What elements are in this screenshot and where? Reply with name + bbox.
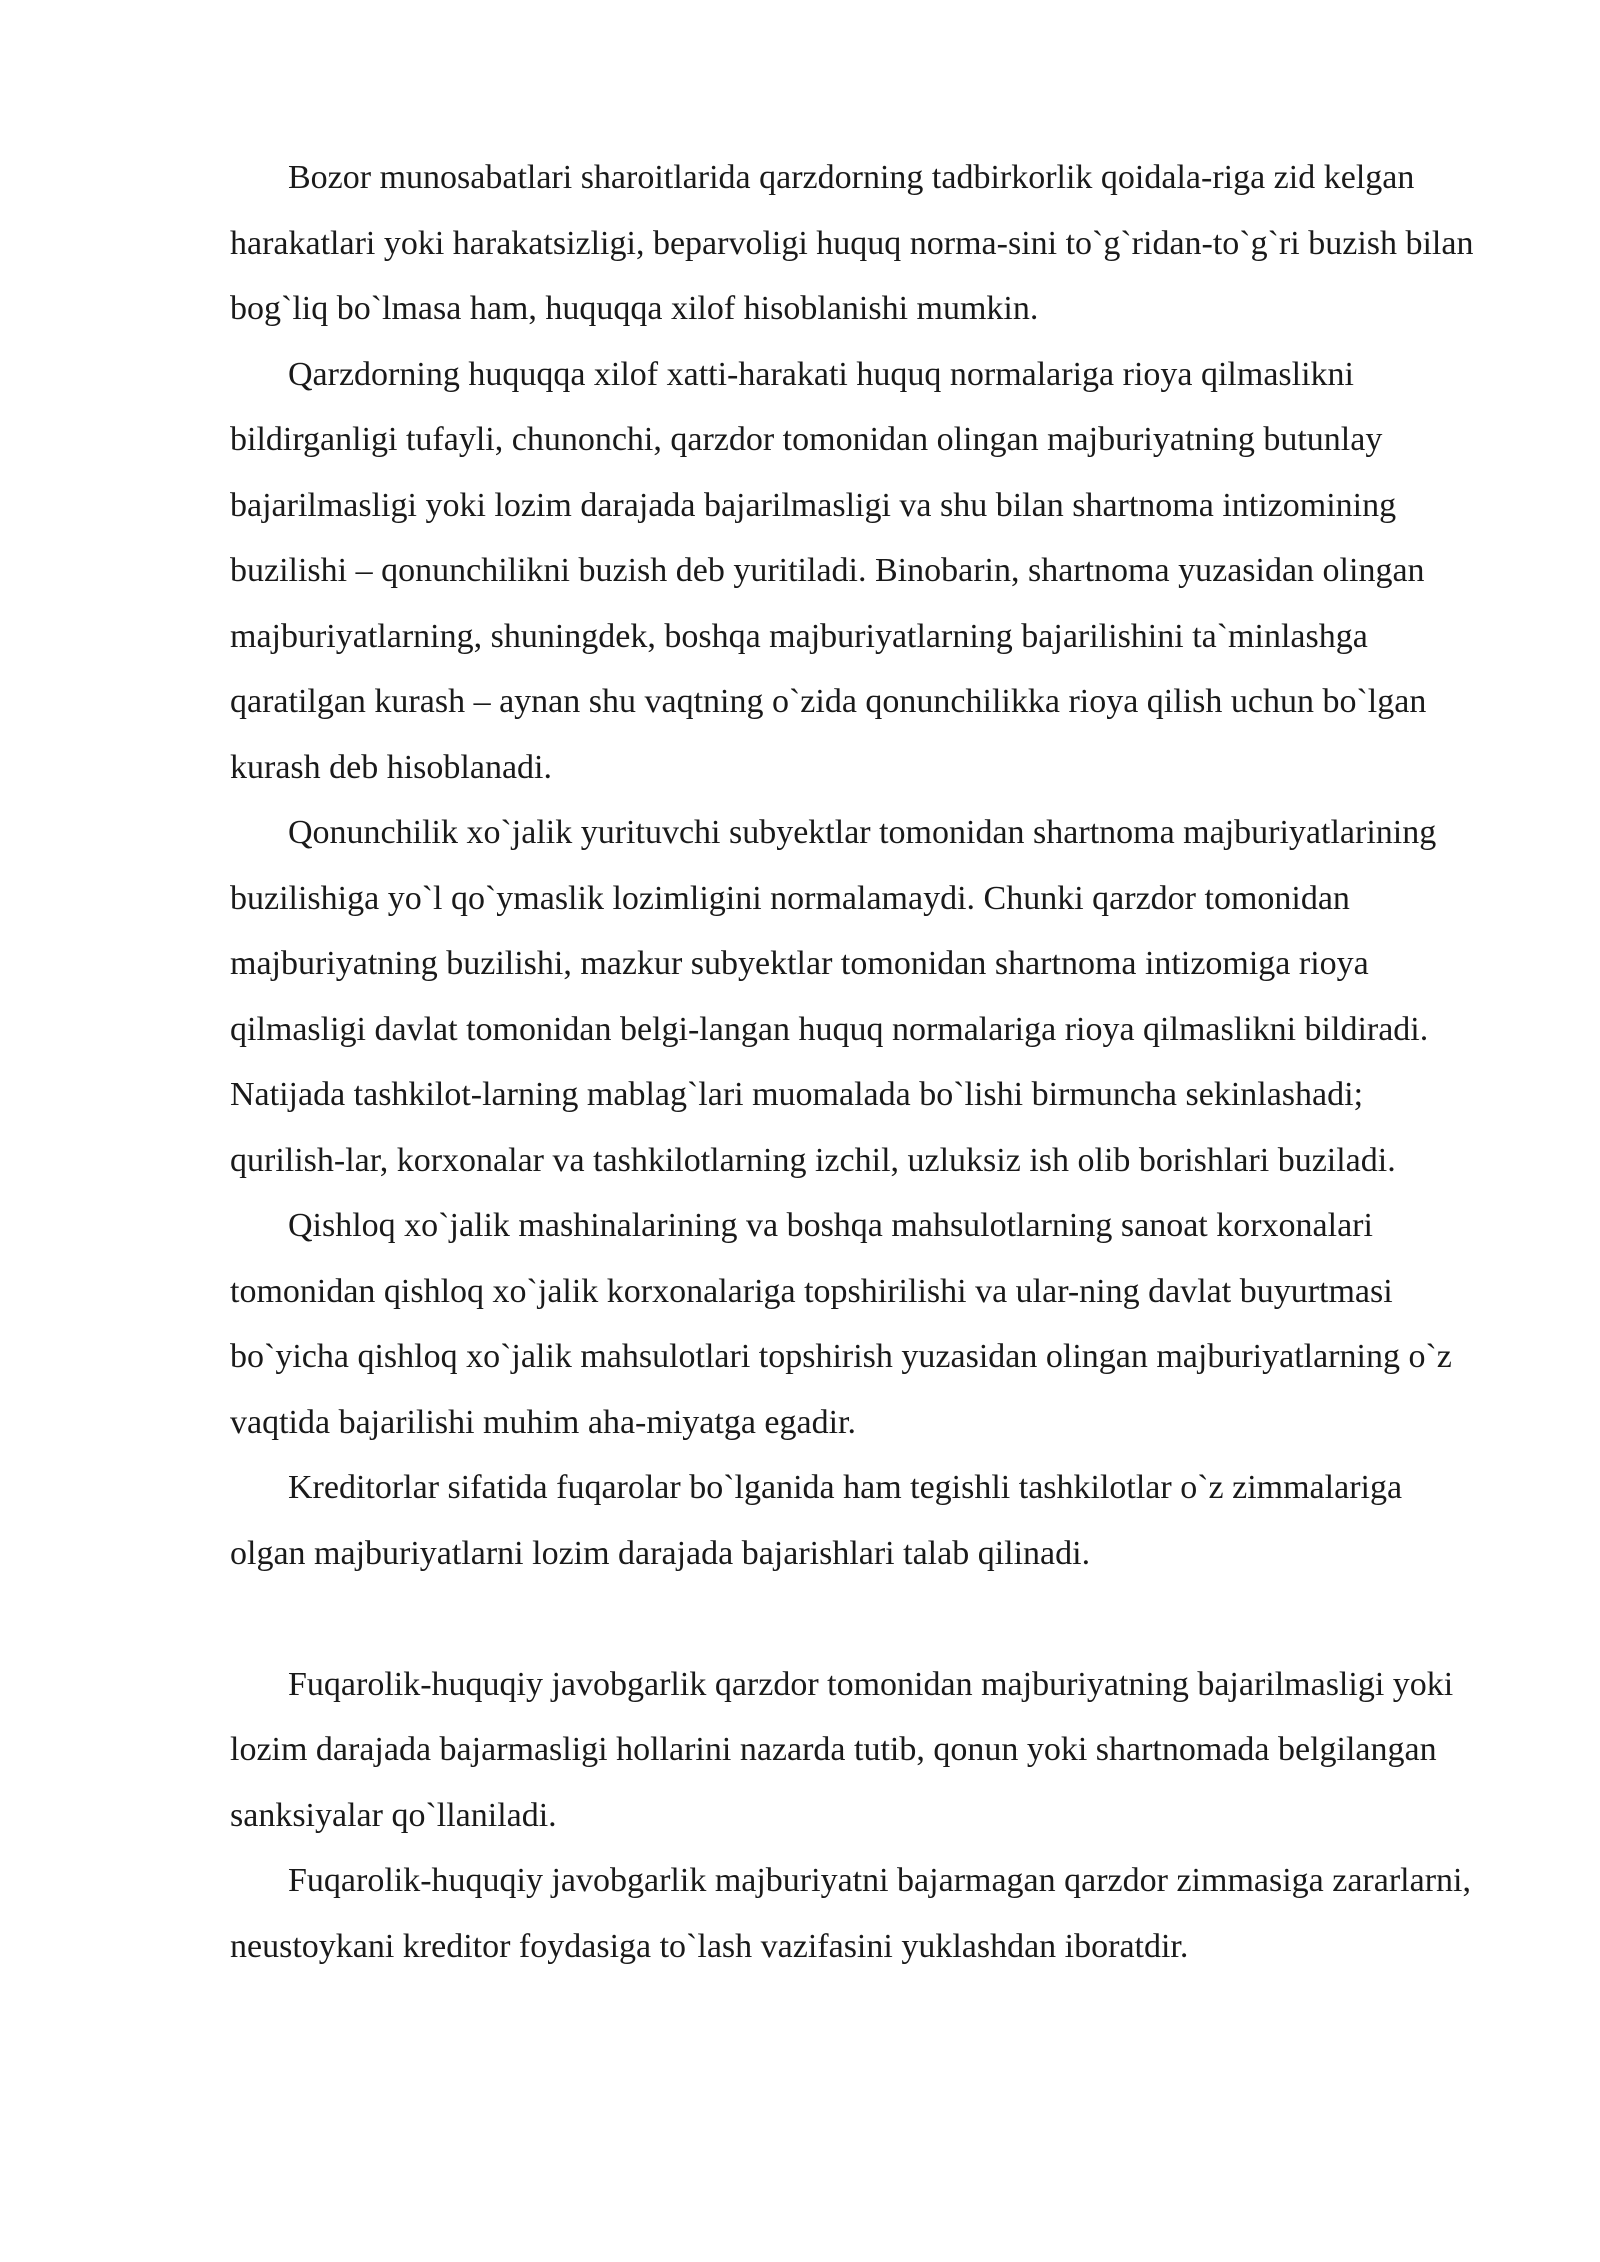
paragraph-3: Qonunchilik xo`jalik yurituvchi subyektlar tomonidan shartnoma majburiyatlarining buzilishiga yo`l qo`ymaslik lozimligini normalamaydi. Chunki qarzdor tomonidan majburiyatning buzilishi, mazkur subyektlar tomonidan shartnoma intizomiga rioya qilmasligi davlat tomonidan belgi-langan huquq normalariga rioya qilmaslikni bildiradi. Natijada tashkilot-larning mablag`lari muomalada bo`lishi birmuncha sekinlashadi; qurilish-lar, korxonalar va tashkilotlarning izchil, uzluksiz ish olib borishlari buziladi. (230, 814, 1437, 1179)
paragraph-4: Qishloq xo`jalik mashinalarining va boshqa mahsulotlarning sanoat korxonalari tomonidan qishloq xo`jalik korxonalariga topshirilishi va ular-ning davlat buyurtmasi bo`yicha qishloq xo`jalik mahsulotlari topshirish yuzasidan olingan majburiyatlarning o`z vaqtida bajarilishi muhim aha-miyatga egadir. (230, 1207, 1452, 1441)
paragraph-6: Fuqarolik-huquqiy javobgarlik qarzdor tomonidan majburiyatning bajarilmasligi yoki lozim darajada bajarmasligi hollarini nazarda tutib, qonun yoki shartnomada belgilangan sanksiyalar qo`llaniladi. (230, 1665, 1454, 1834)
paragraph-spacer (230, 1586, 1475, 1652)
paragraph-7: Fuqarolik-huquqiy javobgarlik majburiyatni bajarmagan qarzdor zimmasiga zararlarni, neustoykani kreditor foydasiga to`lash vazifasini yuklashdan iboratdir. (230, 1862, 1471, 1965)
paragraph-2: Qarzdorning huquqqa xilof xatti-harakati huquq normalariga rioya qilmaslikni bildirganligi tufayli, chunonchi, qarzdor tomonidan olingan majburiyatning butunlay bajarilmasligi yoki lozim darajada bajarilmasligi va shu bilan shartnoma intizomining buzilishi – qonunchilikni buzish deb yuritiladi. Binobarin, shartnoma yuzasidan olingan majburiyatlarning, shuningdek, boshqa majburiyatlarning bajarilishini ta`minlashga qaratilgan kurash – aynan shu vaqtning o`zida qonunchilikka rioya qilish uchun bo`lgan kurash deb hisoblanadi. (230, 355, 1427, 786)
document-body (230, 145, 1475, 1979)
paragraph-1: Bozor munosabatlari sharoitlarida qarzdorning tadbirkorlik qoidala-riga zid kelgan harakatlari yoki harakatsizligi, beparvoligi huquq norma-sini to`g`ridan-to`g`ri buzish bilan bog`liq bo`lmasa ham, huquqqa xilof hisoblanishi mumkin. (230, 159, 1474, 327)
paragraph-5: Kreditorlar sifatida fuqarolar bo`lganida ham tegishli tashkilotlar o`z zimmalariga olgan majburiyatlarni lozim darajada bajarishlari talab qilinadi. (230, 1469, 1403, 1572)
